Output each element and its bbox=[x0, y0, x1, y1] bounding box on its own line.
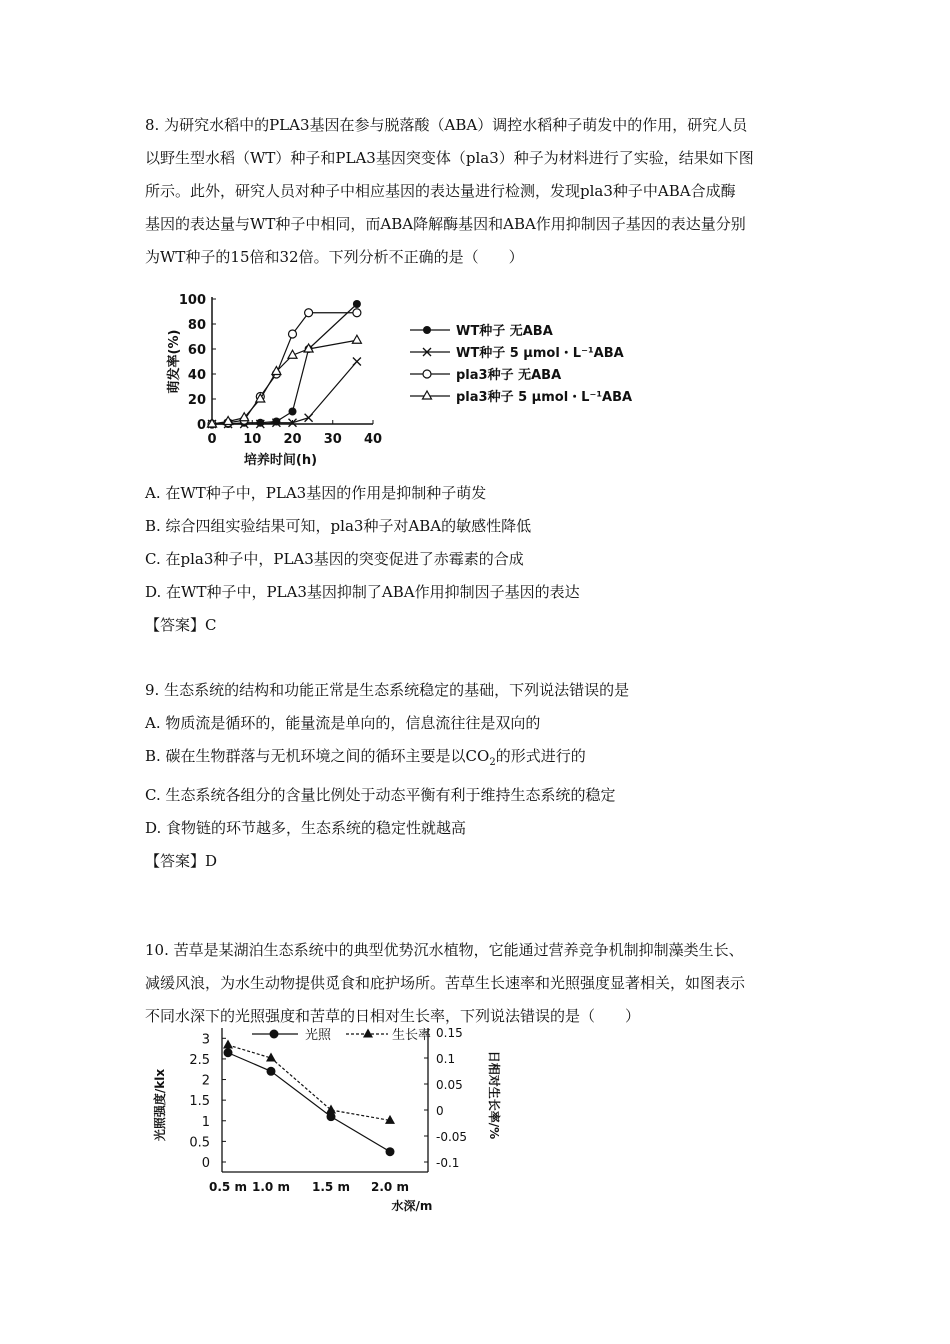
legend-label: pla3种子 无ABA bbox=[456, 368, 562, 383]
depth-chart bbox=[150, 1010, 510, 1220]
x-tick-label: 0.5 m bbox=[209, 1180, 247, 1194]
left-tick-label: 1.5 bbox=[189, 1094, 210, 1110]
right-tick-label: -0.1 bbox=[436, 1156, 460, 1170]
legend-label: WT种子 5 μmol・L⁻¹ABA bbox=[456, 346, 624, 361]
series-1-point bbox=[289, 408, 297, 416]
series-2-point bbox=[305, 414, 313, 422]
series-1-point bbox=[353, 300, 361, 308]
left-axis-label: 光照强度/klx bbox=[153, 1068, 167, 1142]
y-tick-label: 60 bbox=[187, 343, 206, 358]
series-4-point bbox=[352, 335, 361, 343]
q9-option-b bbox=[145, 740, 815, 779]
series-1-point bbox=[386, 1147, 395, 1156]
y-tick-label: 0 bbox=[196, 418, 206, 433]
x-tick-label: 1.0 m bbox=[252, 1180, 290, 1194]
series-1-point bbox=[272, 418, 280, 426]
x-tick-label: 20 bbox=[283, 432, 302, 447]
x-tick-label: 10 bbox=[243, 432, 262, 447]
right-tick-label: -0.05 bbox=[436, 1130, 468, 1144]
q8-line-1: 8. 为研究水稻中的PLA3基因在参与脱落酸（ABA）调控水稻种子萌发中的作用，研究人员 bbox=[145, 116, 748, 134]
series-3-point bbox=[353, 309, 361, 317]
q8-option-b: B. 综合四组实验结果可知，pla3种子对ABA的敏感性降低 bbox=[145, 517, 532, 535]
q8-option-a: A. 在WT种子中，PLA3基因的作用是抑制种子萌发 bbox=[145, 484, 487, 502]
series-1-point bbox=[224, 1048, 233, 1057]
q9-option-b-sub: 2 bbox=[489, 757, 496, 768]
series-line-1 bbox=[228, 1053, 390, 1152]
series-2-point bbox=[326, 1105, 336, 1114]
question-8-options bbox=[145, 477, 815, 642]
left-tick-label: 0.5 bbox=[189, 1135, 210, 1151]
legend-label: 光照 bbox=[305, 1028, 332, 1043]
right-tick-label: 0.1 bbox=[436, 1052, 456, 1066]
q8-line-4: 基因的表达量与WT种子中相同，而ABA降解酶基因和ABA作用抑制因子基因的表达量分别 bbox=[145, 215, 746, 233]
q8-answer: 【答案】C bbox=[145, 616, 217, 634]
left-tick-label: 1 bbox=[201, 1114, 210, 1130]
right-tick-label: 0 bbox=[436, 1104, 444, 1118]
q9-option-b-post: 的形式进行的 bbox=[495, 747, 586, 765]
y-axis-label: 萌发率(%) bbox=[167, 329, 182, 394]
series-3-point bbox=[289, 330, 297, 338]
series-2-point bbox=[353, 358, 361, 366]
y-tick-label: 100 bbox=[178, 293, 206, 308]
y-tick-label: 80 bbox=[187, 318, 206, 333]
left-tick-label: 0 bbox=[201, 1156, 210, 1171]
y-tick-label: 20 bbox=[187, 393, 206, 408]
x-tick-label: 40 bbox=[363, 432, 383, 447]
q8-option-c: C. 在pla3种子中，PLA3基因的突变促进了赤霉素的合成 bbox=[145, 550, 524, 568]
question-8 bbox=[145, 109, 815, 274]
right-axis-label: 日相对生长率/% bbox=[487, 1050, 501, 1140]
right-tick-label: 0.05 bbox=[436, 1078, 463, 1092]
q9-answer: 【答案】D bbox=[145, 852, 218, 870]
left-tick-label: 2 bbox=[201, 1073, 210, 1089]
legend-label: 生长率 bbox=[392, 1028, 432, 1043]
q9-option-d: D. 食物链的环节越多，生态系统的稳定性就越高 bbox=[145, 819, 467, 837]
left-tick-label: 3 bbox=[201, 1032, 210, 1048]
x-axis-label: 培养时间(h) bbox=[243, 453, 318, 468]
q8-line-3: 所示。此外，研究人员对种子中相应基因的表达量进行检测，发现pla3种子中ABA合成酶 bbox=[145, 182, 736, 200]
q8-line-5: 为WT种子的15倍和32倍。下列分析不正确的是（ ） bbox=[145, 248, 524, 266]
x-axis-label: 水深/m bbox=[391, 1199, 433, 1213]
germination-chart bbox=[160, 285, 640, 475]
legend-label: pla3种子 5 μmol・L⁻¹ABA bbox=[456, 390, 633, 405]
legend-label: WT种子 无ABA bbox=[456, 324, 553, 339]
series-3-point bbox=[305, 309, 313, 317]
q9-stem: 9. 生态系统的结构和功能正常是生态系统稳定的基础，下列说法错误的是 bbox=[145, 681, 630, 699]
q10-line-2: 减缓风浪，为水生动物提供觅食和庇护场所。苦草生长速率和光照强度显著相关，如图表示 bbox=[145, 974, 746, 992]
q9-option-c: C. 生态系统各组分的含量比例处于动态平衡有利于维持生态系统的稳定 bbox=[145, 786, 616, 804]
x-tick-label: 1.5 m bbox=[312, 1180, 350, 1194]
q9-option-b-pre: B. 碳在生物群落与无机环境之间的循环主要是以CO bbox=[145, 747, 490, 765]
x-tick-label: 30 bbox=[323, 432, 342, 447]
q9-option-a: A. 物质流是循环的，能量流是单向的，信息流往往是双向的 bbox=[145, 714, 541, 732]
left-tick-label: 2.5 bbox=[189, 1052, 210, 1068]
legend-marker bbox=[423, 326, 431, 334]
series-line-3 bbox=[212, 313, 357, 424]
q8-line-2: 以野生型水稻（WT）种子和PLA3基因突变体（pla3）种子为材料进行了实验，结果如下图 bbox=[145, 149, 754, 167]
legend-marker bbox=[270, 1030, 279, 1039]
y-tick-label: 40 bbox=[187, 368, 206, 383]
legend-marker bbox=[363, 1029, 373, 1038]
question-9 bbox=[145, 674, 815, 878]
series-2-point bbox=[223, 1040, 233, 1049]
series-1-point bbox=[256, 419, 264, 427]
right-tick-label: 0.15 bbox=[436, 1026, 463, 1040]
legend-marker bbox=[423, 391, 432, 399]
series-line-2 bbox=[228, 1045, 390, 1120]
x-tick-label: 2.0 m bbox=[371, 1180, 409, 1194]
legend-marker bbox=[423, 370, 431, 378]
series-line-2 bbox=[212, 362, 357, 425]
series-1-point bbox=[267, 1067, 276, 1076]
q8-option-d: D. 在WT种子中，PLA3基因抑制了ABA作用抑制因子基因的表达 bbox=[145, 583, 580, 601]
q10-line-1: 10. 苦草是某湖泊生态系统中的典型优势沉水植物，它能通过营养竞争机制抑制藻类生长、 bbox=[145, 941, 744, 959]
q10-line-3: 不同水深下的光照强度和苦草的日相对生长率，下列说法错误的是（ ） bbox=[145, 1007, 641, 1025]
x-tick-label: 0 bbox=[207, 432, 217, 447]
